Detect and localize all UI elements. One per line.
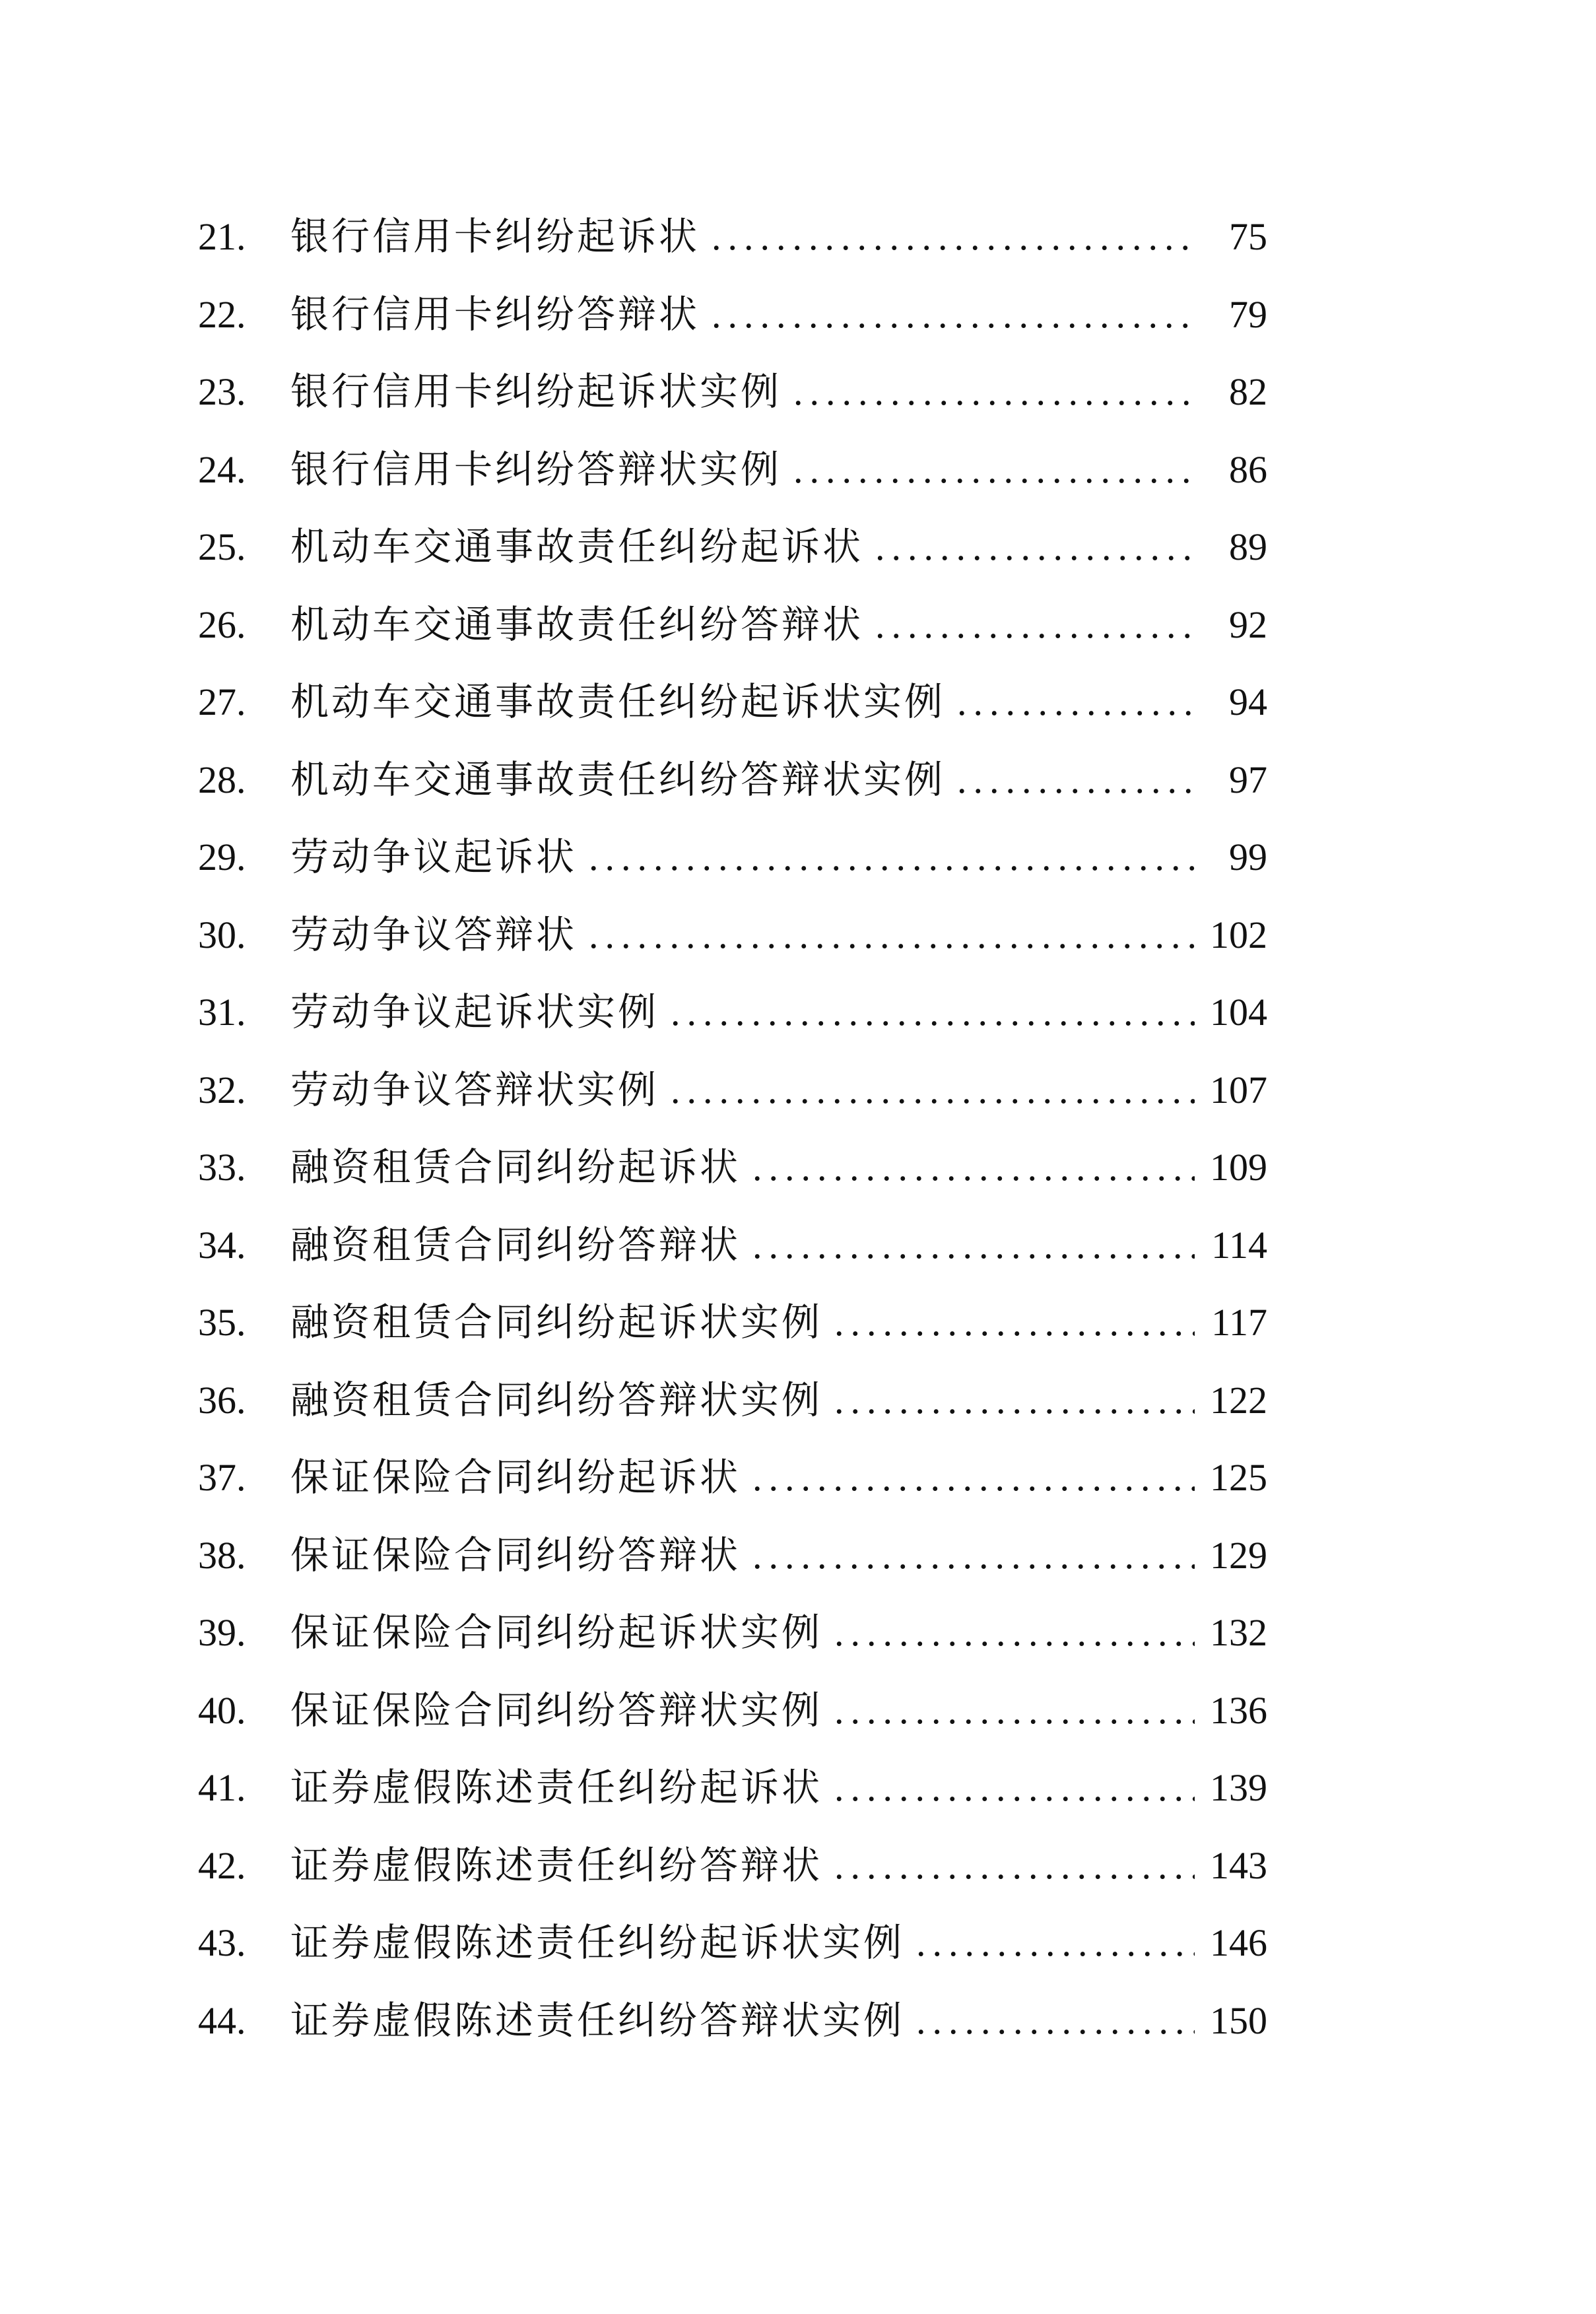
toc-entry-page-number: 139 <box>1210 1766 1267 1809</box>
toc-entry-title: 银行信用卡纠纷起诉状 <box>290 214 700 259</box>
toc-dot-leader <box>904 1904 1195 1982</box>
toc-entry-page-number: 75 <box>1229 215 1267 258</box>
toc-entry-page-number: 79 <box>1229 292 1267 336</box>
toc-entry[interactable] <box>198 1594 1267 1672</box>
toc-entry[interactable] <box>198 818 1267 896</box>
toc-entry-page-number: 117 <box>1211 1301 1267 1344</box>
toc-entry-page-number: 107 <box>1210 1068 1267 1111</box>
toc-dot-leader <box>577 818 1195 896</box>
toc-dot-leader <box>822 1749 1195 1827</box>
toc-entry[interactable] <box>198 896 1267 974</box>
toc-entry[interactable] <box>198 1672 1267 1750</box>
toc-entry-title: 证券虚假陈述责任纠纷起诉状 <box>290 1765 823 1810</box>
toc-dot-leader <box>822 1672 1195 1750</box>
toc-entry-number: 44. <box>198 1999 246 2042</box>
toc-entry-title: 融资租赁合同纠纷答辩状 <box>290 1222 741 1267</box>
toc-dot-leader <box>781 353 1195 431</box>
toc-entry[interactable] <box>198 431 1267 509</box>
toc-dot-leader <box>863 586 1195 664</box>
toc-dot-leader <box>741 1207 1195 1284</box>
toc-dot-leader <box>945 663 1195 741</box>
toc-dot-leader <box>822 1827 1195 1905</box>
toc-entry[interactable] <box>198 276 1267 354</box>
toc-entry-number: 29. <box>198 836 246 878</box>
toc-entry[interactable] <box>198 198 1267 276</box>
toc-entry-page-number: 86 <box>1229 447 1267 491</box>
toc-entry-title: 机动车交通事故责任纠纷起诉状 <box>290 524 864 569</box>
toc-entry-page-number: 104 <box>1210 991 1267 1034</box>
toc-dot-leader <box>659 1051 1195 1129</box>
toc-entry-page-number: 125 <box>1210 1456 1267 1499</box>
toc-entry[interactable] <box>198 1439 1267 1517</box>
toc-entry-title: 融资租赁合同纠纷答辩状实例 <box>290 1377 823 1422</box>
toc-dot-leader <box>700 198 1195 276</box>
toc-entry-title: 保证保险合同纠纷答辩状 <box>290 1532 741 1577</box>
toc-entry-title: 银行信用卡纠纷答辩状 <box>290 291 700 337</box>
toc-entry-number: 21. <box>198 215 246 258</box>
toc-entry-title: 保证保险合同纠纷起诉状 <box>290 1455 741 1500</box>
toc-entry-number: 38. <box>198 1533 246 1577</box>
toc-entry-page-number: 136 <box>1210 1688 1267 1732</box>
toc-entry-page-number: 89 <box>1229 525 1267 568</box>
toc-entry-number: 32. <box>198 1068 246 1111</box>
toc-entry-page-number: 114 <box>1211 1223 1267 1267</box>
toc-entry-page-number: 143 <box>1210 1843 1267 1887</box>
toc-entry-title: 劳动争议起诉状实例 <box>290 989 659 1034</box>
toc-entry-number: 25. <box>198 525 246 568</box>
toc-dot-leader <box>863 508 1195 586</box>
toc-entry-number: 31. <box>198 991 246 1034</box>
toc-entry[interactable] <box>198 1362 1267 1439</box>
toc-entry-title: 保证保险合同纠纷答辩状实例 <box>290 1687 823 1733</box>
toc-entry[interactable] <box>198 663 1267 741</box>
toc-entry[interactable] <box>198 741 1267 819</box>
toc-entry-number: 43. <box>198 1921 246 1964</box>
toc-entry[interactable] <box>198 1207 1267 1284</box>
toc-entry[interactable] <box>198 1749 1267 1827</box>
toc-dot-leader <box>904 1982 1195 2060</box>
toc-entry-number: 22. <box>198 292 246 336</box>
toc-entry-title: 机动车交通事故责任纠纷答辩状 <box>290 601 864 647</box>
toc-entry-number: 34. <box>198 1223 246 1267</box>
toc-entry-page-number: 129 <box>1210 1533 1267 1577</box>
toc-entry-title: 银行信用卡纠纷答辩状实例 <box>290 446 782 492</box>
toc-entry-title: 融资租赁合同纠纷起诉状实例 <box>290 1300 823 1344</box>
toc-entry-page-number: 94 <box>1229 680 1267 723</box>
toc-entry-title: 劳动争议答辩状实例 <box>290 1067 659 1112</box>
toc-entry-page-number: 102 <box>1210 913 1267 956</box>
toc-entry-number: 37. <box>198 1456 246 1499</box>
toc-entry[interactable] <box>198 1517 1267 1595</box>
toc-dot-leader <box>577 896 1195 974</box>
toc-entry-number: 23. <box>198 370 246 413</box>
toc-entry-title: 证券虚假陈述责任纠纷起诉状实例 <box>290 1920 905 1965</box>
toc-entry-page-number: 97 <box>1229 758 1267 801</box>
table-of-contents <box>198 198 1267 2059</box>
toc-dot-leader <box>741 1129 1195 1207</box>
toc-entry-title: 保证保险合同纠纷起诉状实例 <box>290 1610 823 1655</box>
toc-entry[interactable] <box>198 1904 1267 1982</box>
toc-entry-page-number: 92 <box>1229 603 1267 646</box>
toc-entry-number: 35. <box>198 1301 246 1344</box>
toc-entry-title: 融资租赁合同纠纷起诉状 <box>290 1144 741 1189</box>
toc-dot-leader <box>822 1594 1195 1672</box>
toc-entry[interactable] <box>198 586 1267 664</box>
toc-entry[interactable] <box>198 1129 1267 1207</box>
toc-entry[interactable] <box>198 508 1267 586</box>
toc-entry-page-number: 109 <box>1210 1146 1267 1189</box>
toc-entry-page-number: 99 <box>1229 836 1267 878</box>
toc-dot-leader <box>822 1362 1195 1439</box>
toc-entry[interactable] <box>198 1982 1267 2060</box>
toc-dot-leader <box>822 1284 1195 1362</box>
toc-entry-number: 28. <box>198 758 246 801</box>
toc-dot-leader <box>945 741 1195 819</box>
toc-entry-page-number: 82 <box>1229 370 1267 413</box>
toc-entry[interactable] <box>198 974 1267 1051</box>
toc-entry-title: 银行信用卡纠纷起诉状实例 <box>290 369 782 414</box>
toc-entry-page-number: 146 <box>1210 1921 1267 1964</box>
toc-entry[interactable] <box>198 1827 1267 1905</box>
toc-entry-title: 劳动争议起诉状 <box>290 834 578 879</box>
toc-entry-number: 40. <box>198 1688 246 1732</box>
toc-entry[interactable] <box>198 1284 1267 1362</box>
toc-entry-number: 27. <box>198 680 246 723</box>
toc-entry-page-number: 132 <box>1210 1611 1267 1654</box>
toc-entry[interactable] <box>198 1051 1267 1129</box>
toc-entry-title: 劳动争议答辩状 <box>290 911 578 957</box>
toc-entry-title: 证券虚假陈述责任纠纷答辩状实例 <box>290 1997 905 2043</box>
toc-entry-number: 26. <box>198 603 246 646</box>
toc-entry-page-number: 150 <box>1210 1999 1267 2042</box>
toc-dot-leader <box>781 431 1195 509</box>
toc-entry-title: 证券虚假陈述责任纠纷答辩状 <box>290 1842 823 1888</box>
toc-entry-number: 30. <box>198 913 246 956</box>
toc-entry-number: 24. <box>198 447 246 491</box>
toc-entry-title: 机动车交通事故责任纠纷起诉状实例 <box>290 679 946 724</box>
toc-entry-number: 39. <box>198 1611 246 1654</box>
toc-entry[interactable] <box>198 353 1267 431</box>
toc-entry-number: 42. <box>198 1843 246 1887</box>
toc-dot-leader <box>659 974 1195 1051</box>
toc-entry-number: 33. <box>198 1146 246 1189</box>
toc-entry-number: 36. <box>198 1378 246 1422</box>
toc-entry-title: 机动车交通事故责任纠纷答辩状实例 <box>290 756 946 802</box>
toc-entry-number: 41. <box>198 1766 246 1809</box>
toc-dot-leader <box>741 1517 1195 1595</box>
toc-dot-leader <box>700 276 1195 354</box>
toc-entry-page-number: 122 <box>1210 1378 1267 1422</box>
toc-dot-leader <box>741 1439 1195 1517</box>
